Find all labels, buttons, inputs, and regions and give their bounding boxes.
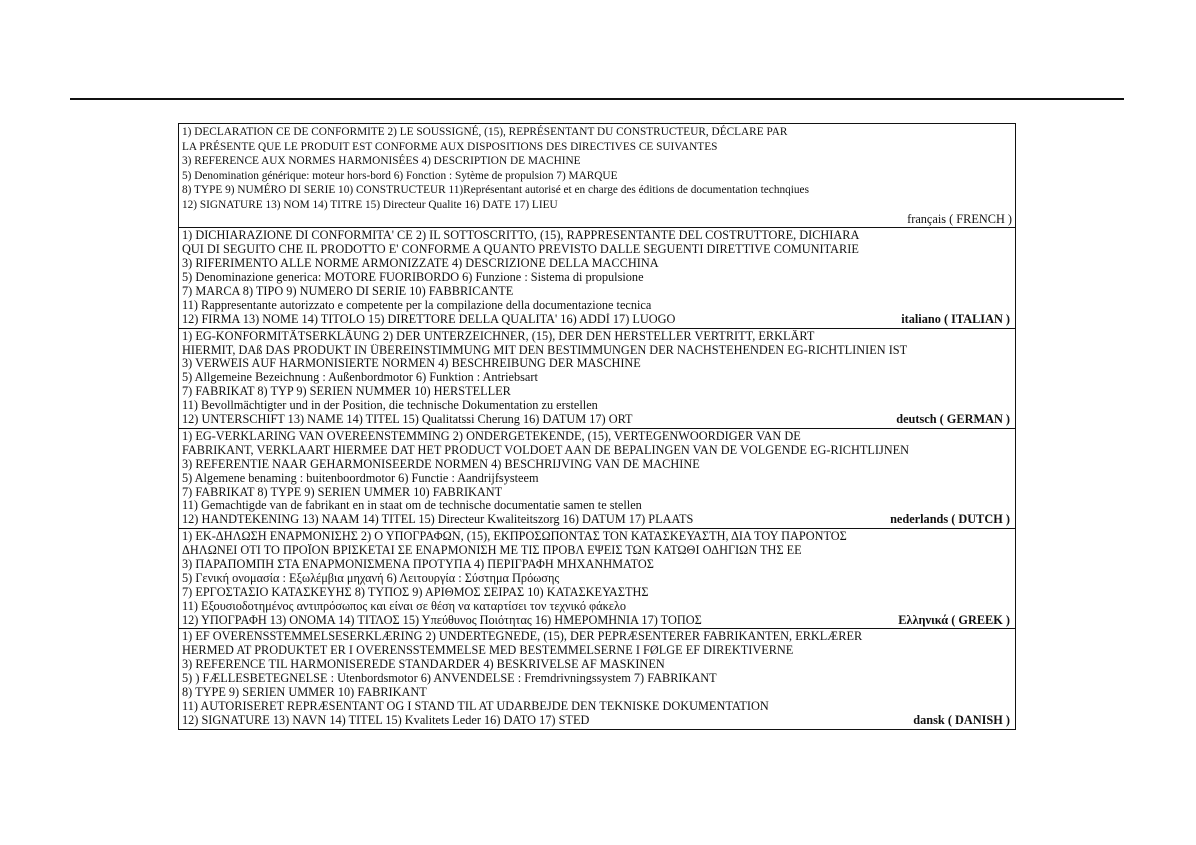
language-name: deutsch (896, 412, 937, 427)
declaration-line: 5) Algemene benaming : buitenboordmotor 6) Functie : Aandrijfsysteem (182, 471, 539, 485)
declaration-line: HERMED AT PRODUKTET ER I OVERENSSTEMMELSE MED BESTEMMELSERNE I FØLGE EF DIREKTIVERNE (182, 644, 794, 658)
declaration-line: 3) REFERENCE TIL HARMONISEREDE STANDARDER 4) BESKRIVELSE AF MASKINEN (182, 658, 665, 672)
declaration-line: 3) VERWEIS AUF HARMONISIERTE NORMEN 4) BESCHREIBUNG DER MASCHINE (182, 357, 641, 371)
language-code: ( GERMAN ) (939, 412, 1010, 427)
declaration-line: 12) ΥΠΟΓΡΑΦΗ 13) ΟΝΟΜΑ 14) ΤΙΤΛΟΣ 15) Υπεύθυνος Ποιότητας 16) ΗΜΕΡΟΜΗΝΙΑ 17) ΤΟΠΟΣ (182, 613, 702, 627)
declaration-table (178, 123, 1016, 730)
italian-declaration-block (179, 227, 1015, 327)
language-label (901, 313, 1010, 327)
declaration-line: 7) FABRIKAT 8) TYPE 9) SERIEN UMMER 10) FABRIKANT (182, 485, 503, 499)
language-label (896, 413, 1010, 427)
language-code: ( ITALIAN ) (943, 311, 1010, 326)
language-code: ( GREEK ) (951, 612, 1010, 627)
declaration-line: 8) TYPE 9) NUMÉRO DI SERIE 10) CONSTRUCTEUR 11)Représentant autorisé et en charge des éditions de documentation technqiues (182, 184, 809, 197)
language-name: italiano (901, 311, 941, 326)
declaration-line: FABRIKANT, VERKLAART HIERMEE DAT HET PRODUCT VOLDOET AAN DE BEPALINGEN VAN DE VOLGENDE EG-RICHTLIJNEN (182, 443, 910, 457)
language-label (898, 614, 1010, 628)
language-label (913, 714, 1010, 728)
danish-declaration-block (179, 628, 1015, 728)
language-code: ( DUTCH ) (951, 512, 1010, 527)
declaration-line: 5) Denomination générique: moteur hors-bord 6) Fonction : Sytème de propulsion 7) MARQUE (182, 169, 618, 182)
declaration-line: 12) FIRMA 13) NOME 14) TITOLO 15) DIRETTORE DELLA QUALITA' 16) ADDÌ 17) LUOGO (182, 312, 676, 326)
german-declaration-block (179, 328, 1015, 428)
declaration-line: 11) Bevollmächtigter und in der Position, die technische Dokumentation zu erstellen (182, 399, 598, 413)
language-name: dansk (913, 712, 945, 727)
declaration-line: 12) SIGNATURE 13) NAVN 14) TITEL 15) Kvalitets Leder 16) DATO 17) STED (182, 713, 590, 727)
declaration-line: 3) ΠΑΡΑΠΟΜΠΗ ΣΤΑ ΕΝΑΡΜΟΝΙΣΜΕΝΑ ΠΡΟΤΥΠΑ 4) ΠΕΡΙΓΡΑΦΗ ΜΗΧΑΝΗΜΑΤΟΣ (182, 557, 654, 571)
declaration-line: 7) ΕΡΓΟΣΤΑΣΙΟ ΚΑΤΑΣΚΕΥΗΣ 8) ΤΥΠΟΣ 9) ΑΡΙΘΜΟΣ ΣΕΙΡΑΣ 10) ΚΑΤΑΣΚΕΥΑΣΤΗΣ (182, 585, 649, 599)
declaration-line: 1) DICHIARAZIONE DI CONFORMITA' CE 2) IL SOTTOSCRITTO, (15), RAPPRESENTANTE DEL COSTRUTTORE, DICHIARA (182, 229, 860, 243)
declaration-line: 5) ) FÆLLESBETEGNELSE : Utenbordsmotor 6) ANVENDELSE : Fremdrivningssystem 7) FABRIKANT (182, 672, 717, 686)
french-declaration-block (179, 124, 1015, 227)
declaration-line: LA PRÉSENTE QUE LE PRODUIT EST CONFORME AUX DISPOSITIONS DES DIRECTIVES CE SUIVANTES (182, 140, 718, 153)
declaration-line: ΔΗΛΩΝΕΙ ΟΤΙ ΤΟ ΠΡΟΪΟΝ ΒΡΙΣΚΕΤΑΙ ΣΕ ΕΝΑΡΜΟΝΙΣΗ ΜΕ ΤΙΣ ΠΡΟΒΛ ΕΨΕΙΣ ΤΩΝ ΚΑΤΩΘΙ ΟΔΗΓΙΩΝ ΤΗΣ ΕΕ (182, 544, 802, 558)
declaration-line: 3) REFERENCE AUX NORMES HARMONISÉES 4) DESCRIPTION DE MACHINE (182, 155, 581, 168)
language-label (182, 213, 1012, 227)
language-code: ( DANISH ) (947, 712, 1010, 727)
declaration-line: 12) HANDTEKENING 13) NAAM 14) TITEL 15) Directeur Kwaliteitszorg 16) DATUM 17) PLAATS (182, 513, 694, 527)
declaration-line: HIERMIT, DAß DAS PRODUKT IN ÜBEREINSTIMMUNG MIT DEN BESTIMMUNGEN DER NACHSTEHENDEN EG-RICHTLINIEN IST (182, 343, 908, 357)
declaration-line: 1) EG-KONFORMITÄTSERKLÄUNG 2) DER UNTERZEICHNER, (15), DER DEN HERSTELLER VERTRITT, ERKLÄRT (182, 329, 815, 343)
declaration-line: 12) UNTERSCHIFT 13) NAME 14) TITEL 15) Qualitatssi Cherung 16) DATUM 17) ORT (182, 413, 633, 427)
greek-declaration-block (179, 528, 1015, 628)
declaration-line: 1) DECLARATION CE DE CONFORMITE 2) LE SOUSSIGNÉ, (15), REPRÉSENTANT DU CONSTRUCTEUR, DÉCLARE PAR (182, 126, 788, 138)
declaration-line: 3) REFERENTIE NAAR GEHARMONISEERDE NORMEN 4) BESCHRIJVING VAN DE MACHINE (182, 457, 700, 471)
declaration-line: QUI DI SEGUITO CHE IL PRODOTTO E' CONFORME A QUANTO PREVISTO DALLE SEGUENTI DIRETTIVE COMUNITARIE (182, 243, 859, 257)
declaration-line: 5) Allgemeine Bezeichnung : Außenbordmotor 6) Funktion : Antriebsart (182, 371, 538, 385)
declaration-line: 11) Εξουσιοδοτημένος αντιπρόσωπος και είναι σε θέση να καταρτίσει τον τεχνικό φάκελο (182, 599, 627, 613)
declaration-line: 7) FABRIKAT 8) TYP 9) SERIEN NUMMER 10) HERSTELLER (182, 385, 511, 399)
top-horizontal-rule (70, 98, 1124, 100)
declaration-line: 12) SIGNATURE 13) NOM 14) TITRE 15) Directeur Qualite 16) DATE 17) LIEU (182, 198, 558, 211)
declaration-line: 11) AUTORISERET REPRÆSENTANT OG I STAND TIL AT UDARBEJDE DEN TEKNISKE DOKUMENTATION (182, 699, 769, 713)
language-code: ( FRENCH ) (949, 211, 1012, 226)
language-name: Ελληνικά (898, 612, 949, 627)
declaration-line: 1) EF OVERENSSTEMMELSESERKLÆRING 2) UNDERTEGNEDE, (15), DER PEPRÆSENTERER FABRIKANTEN, ERKLÆRER (182, 630, 863, 644)
language-label (890, 513, 1010, 527)
declaration-line: 7) MARCA 8) TIPO 9) NUMERO DI SERIE 10) FABBRICANTE (182, 285, 514, 299)
declaration-line: 5) Denominazione generica: MOTORE FUORIBORDO 6) Funzione : Sistema di propulsione (182, 271, 644, 285)
language-name: nederlands (890, 512, 949, 527)
declaration-line: 1) ΕΚ-ΔΗΛΩΣΗ ΕΝΑΡΜΟΝΙΣΗΣ 2) Ο ΥΠΟΓΡΑΦΩΝ, (15), ΕΚΠΡΟΣΩΠΟΝΤΑΣ ΤΟΝ ΚΑΤΑΣΚΕΥΑΣΤΗ, ΔΙΑ ΤΟΥ ΠΑΡΟΝΤΟΣ (182, 530, 847, 544)
declaration-line: 11) Gemachtigde van de fabrikant en in staat om de technische documentatie samen te stellen (182, 499, 642, 513)
declaration-line: 5) Γενική ονομασία : Εξωλέμβια μηχανή 6) Λειτουργία : Σύστημα Πρόωσης (182, 571, 560, 585)
declaration-line: 1) EG-VERKLARING VAN OVEREENSTEMMING 2) ONDERGETEKENDE, (15), VERTEGENWOORDIGER VAN DE (182, 429, 801, 443)
language-name: français (907, 211, 947, 226)
declaration-line: 11) Rappresentante autorizzato e competente per la compilazione della documentazione tecnica (182, 298, 652, 312)
declaration-line: 3) RIFERIMENTO ALLE NORME ARMONIZZATE 4) DESCRIZIONE DELLA MACCHINA (182, 257, 659, 271)
dutch-declaration-block (179, 428, 1015, 528)
declaration-line: 8) TYPE 9) SERIEN UMMER 10) FABRIKANT (182, 685, 427, 699)
